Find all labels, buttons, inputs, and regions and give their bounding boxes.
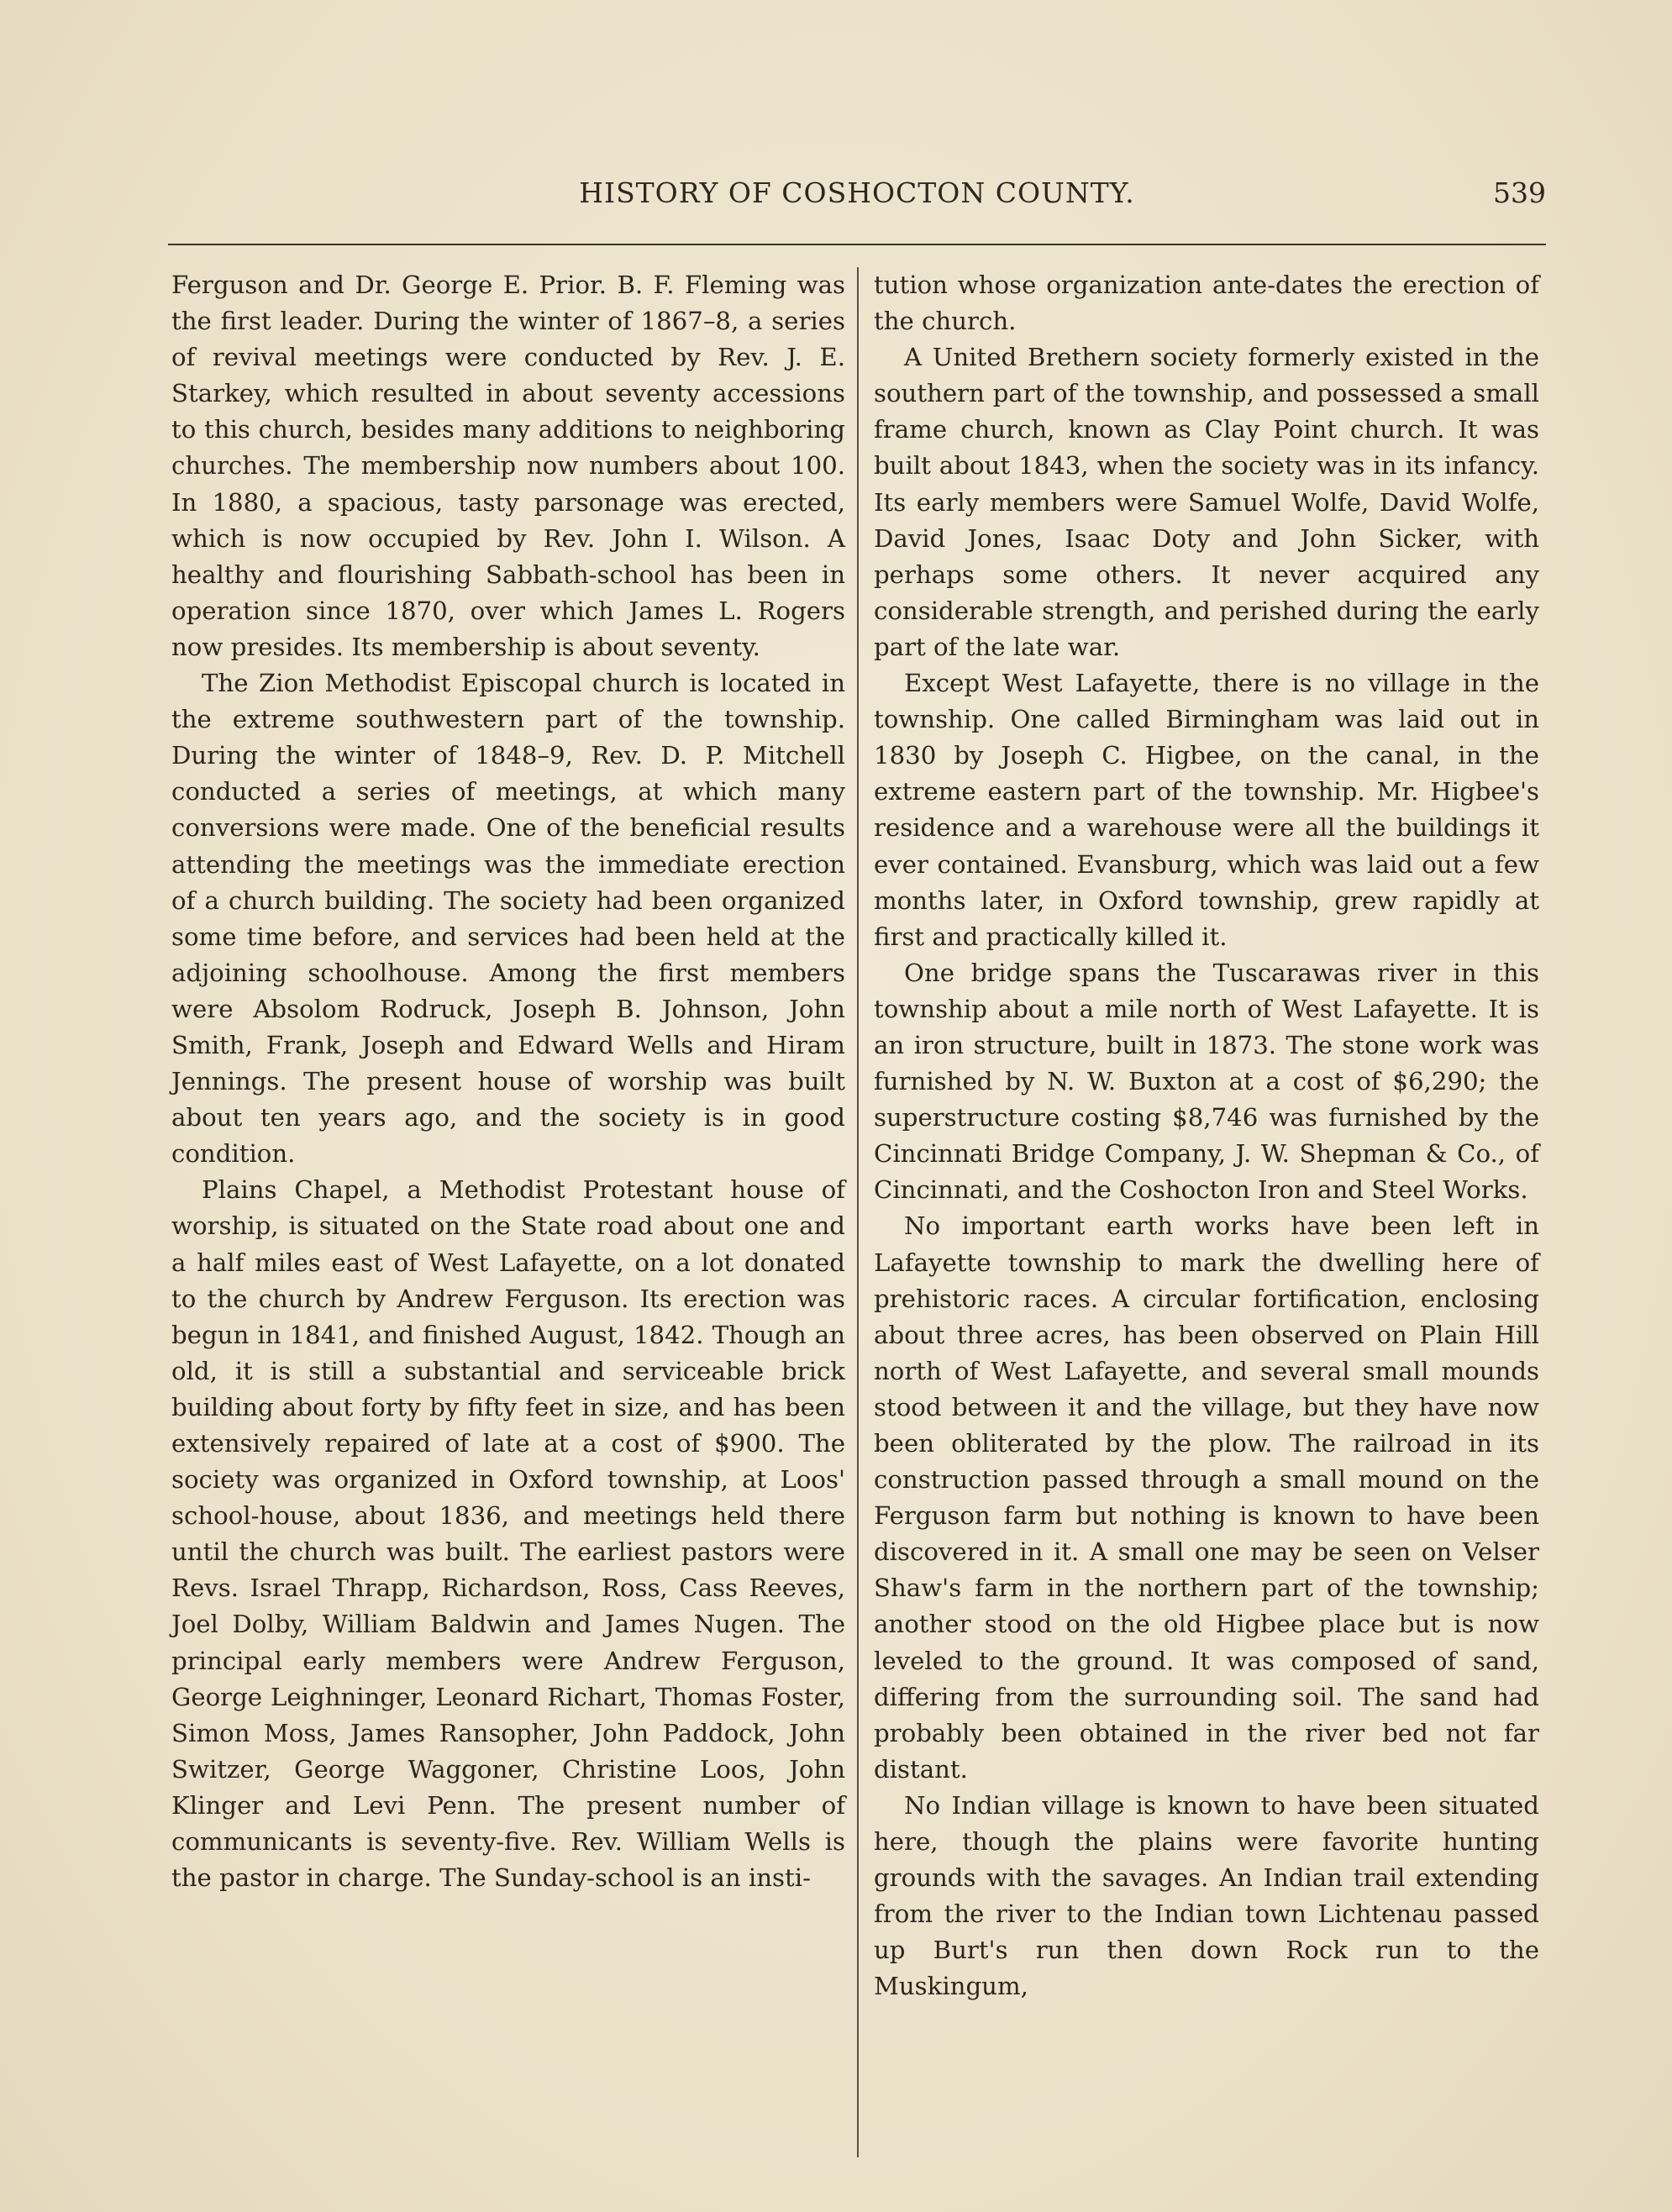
left-paragraph-2: The Zion Methodist Episcopal church is located in the extreme southwestern part of the township. During the winter of 1848–9, Rev. D. P. Mitchell conducted a series of meetings, at which many conversions were made. One of the beneficial results attending the meetings was the immediate erection of a church building. The society had been organized some time before, and services had been held at the adjoining schoolhouse. Among the first members were Absolom Rodruck, Joseph B. Johnson, John Smith, Frank, Joseph and Edward Wells and Hiram Jennings. The present house of worship was built about ten years ago, and the society is in good condition. <box>171 669 845 1169</box>
right-paragraph-1: tution whose organization ante-dates the erection of the church. <box>874 271 1539 336</box>
right-paragraph-6: No Indian village is known to have been situated here, though the plains were favorite hunting grounds with the savages. An Indian trail extending from the river to the Indian town Lichtenau passed up Burt's run then down Rock run to the Muskingum, <box>874 1790 1539 2001</box>
running-head <box>168 176 1546 227</box>
running-title: HISTORY OF COSHOCTON COUNTY. <box>579 176 1135 209</box>
right-paragraph-3: Except West Lafayette, there is no village in the township. One called Birmingham was laid out in 1830 by Joseph C. Higbee, on the canal, in the extreme eastern part of the township. Mr. Higbee's residence and a warehouse were all the buildings it ever contained. Evansburg, which was laid out a few months later, in Oxford township, grew rapidly at first and practically killed it. <box>874 669 1539 951</box>
right-paragraph-5: No important earth works have been left in Lafayette township to mark the dwelling here of prehistoric races. A circular fortification, enclosing about three acres, has been observed on Plain Hill north of West Lafayette, and several small mounds stood between it and the village, but they have now been obliterated by the plow. The railroad in its construction passed through a small mound on the Ferguson farm but nothing is known to have been discovered in it. A small one may be seen on Velser Shaw's farm in the northern part of the township; another stood on the old Higbee place but is now leveled to the ground. It was composed of sand, differing from the surrounding soil. The sand had probably been obtained in the river bed not far distant. <box>874 1211 1539 1784</box>
column-divider <box>857 267 859 2157</box>
right-paragraph-4: One bridge spans the Tuscarawas river in this township about a mile north of West Lafayette. It is an iron structure, built in 1873. The stone work was furnished by N. W. Buxton at a cost of $6,290; the superstructure costing $8,746 was furnished by the Cincinnati Bridge Company, J. W. Shepman & Co., of Cincinnati, and the Coshocton Iron and Steel Works. <box>874 958 1539 1205</box>
right-paragraph-2: A United Brethern society formerly existed in the southern part of the township, and possessed a small frame church, known as Clay Point church. It was built about 1843, when the society was in its infancy. Its early members were Samuel Wolfe, David Wolfe, David Jones, Isaac Doty and John Sicker, with perhaps some others. It never acquired any considerable strength, and perished during the early part of the late war. <box>874 343 1539 661</box>
left-column <box>171 267 845 1896</box>
right-column <box>874 267 1539 2005</box>
page-number: 539 <box>1493 176 1546 209</box>
left-paragraph-1: Ferguson and Dr. George E. Prior. B. F. Fleming was the first leader. During the winter of 1867–8, a series of revival meetings were conducted by Rev. J. E. Starkey, which resulted in about seventy accessions to this church, besides many additions to neighboring churches. The membership now numbers about 100. In 1880, a spacious, tasty parsonage was erected, which is now occupied by Rev. John I. Wilson. A healthy and flourishing Sabbath-school has been in operation since 1870, over which James L. Rogers now presides. Its membership is about seventy. <box>171 271 845 661</box>
left-paragraph-3: Plains Chapel, a Methodist Protestant house of worship, is situated on the State road about one and a half miles east of West Lafayette, on a lot donated to the church by Andrew Ferguson. Its erection was begun in 1841, and finished August, 1842. Though an old, it is still a substantial and serviceable brick building about forty by fifty feet in size, and has been extensively repaired of late at a cost of $900. The society was organized in Oxford township, at Loos' school-house, about 1836, and meetings held there until the church was built. The earliest pastors were Revs. Israel Thrapp, Richardson, Ross, Cass Reeves, Joel Dolby, William Baldwin and James Nugen. The principal early members were Andrew Ferguson, George Leighninger, Leonard Richart, Thomas Foster, Simon Moss, James Ransopher, John Paddock, John Switzer, George Waggoner, Christine Loos, John Klinger and Levi Penn. The present number of communicants is seventy-five. Rev. William Wells is the pastor in charge. The Sunday-school is an insti- <box>171 1175 845 1893</box>
header-rule <box>168 244 1546 245</box>
